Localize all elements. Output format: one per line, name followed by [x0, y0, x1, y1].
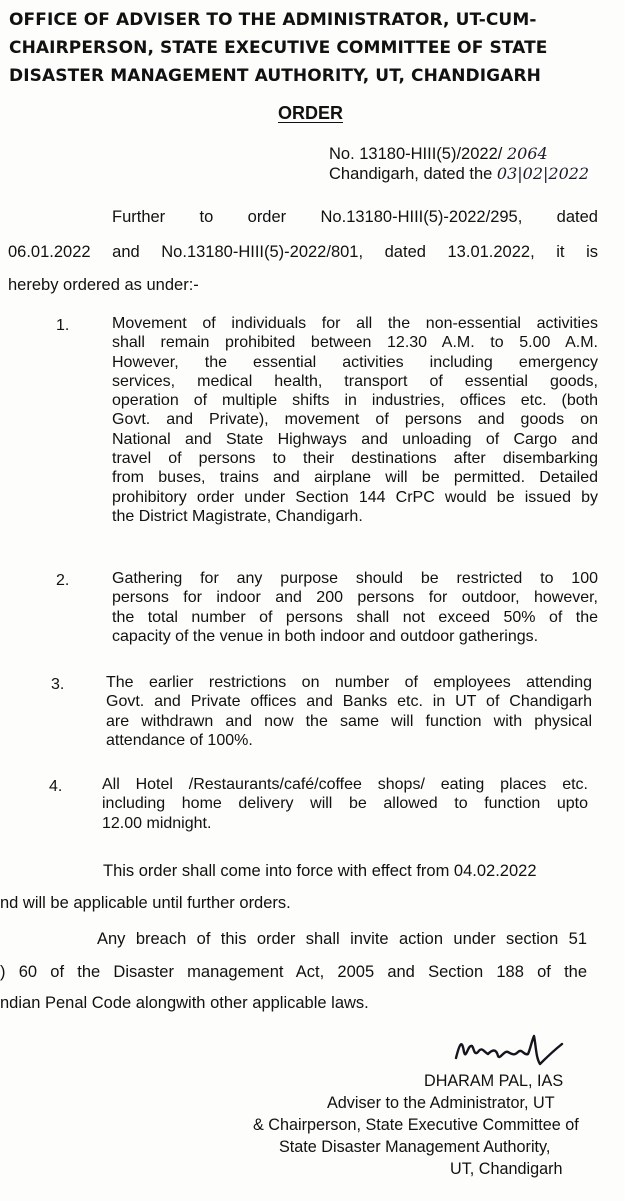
item-line: attendance of 100%. — [106, 731, 253, 749]
closing-p2-line-2: ) 60 of the Disaster management Act, 2005 and Section 188 of the — [0, 963, 587, 981]
header-line-2: CHAIRPERSON, STATE EXECUTIVE COMMITTEE OF STATE — [9, 38, 548, 58]
item-line: prohibitory order under Section 144 CrPC would be issued by — [112, 488, 598, 506]
item-line: The earlier restrictions on number of employees attending — [106, 674, 592, 691]
closing-p2-line-1: Any breach of this order shall invite action under section 51 — [97, 930, 587, 948]
item-line: Govt. and Private), movement of persons and goods on — [112, 411, 598, 429]
item-line: Govt. and Private offices and Banks etc. in UT of Chandigarh — [106, 693, 592, 711]
place-dated: Chandigarh, dated the — [329, 165, 493, 183]
item-line: the District Magistrate, Chandigarh. — [112, 507, 363, 525]
signature-mark — [452, 1030, 572, 1070]
signatory-line: State Disaster Management Authority, — [279, 1138, 551, 1156]
item-line: persons for indoor and 200 persons for outdoor, however, — [112, 589, 598, 607]
order-number-handwritten: 2064 — [506, 144, 548, 163]
item-line: services, medical health, transport of essential goods, — [112, 372, 598, 390]
order-number: No. 13180-HIII(5)/2022/ — [329, 145, 503, 163]
signatory-line: UT, Chandigarh — [450, 1160, 563, 1178]
item-line: operation of multiple shifts in industries, offices etc. (both — [112, 392, 598, 410]
date-handwritten: 03|02|2022 — [496, 164, 590, 183]
item-line: from buses, trains and airplane will be permitted. Detailed — [112, 469, 598, 487]
intro-word: dated — [556, 208, 598, 226]
signatory-line: Adviser to the Administrator, UT — [327, 1094, 555, 1112]
intro-word: Further — [112, 208, 166, 226]
intro-word: No.13180-HIII(5)-2022/295, — [320, 208, 523, 226]
item-number: 3. — [51, 676, 65, 693]
item-line: capacity of the venue in both indoor and outdoor gatherings. — [112, 627, 539, 645]
list-item — [102, 775, 588, 833]
header-line-3: DISASTER MANAGEMENT AUTHORITY, UT, CHANDIGARH — [9, 66, 541, 86]
intro-word: order — [247, 208, 287, 226]
closing-p1-line-1: This order shall come into force with effect from 04.02.2022 — [103, 862, 537, 880]
intro-line-1 — [112, 208, 598, 227]
item-number: 2. — [56, 572, 70, 589]
item-line: shall remain prohibited between 12.30 A.M. to 5.00 A.M. — [112, 334, 598, 352]
item-line: the total number of persons shall not exceed 50% of the — [112, 608, 598, 626]
item-line: Gathering for any purpose should be restricted to 100 — [112, 570, 598, 587]
item-line: Movement of individuals for all the non-essential activities — [112, 315, 598, 332]
signatory-line: & Chairperson, State Executive Committee of — [253, 1116, 579, 1134]
item-line: including home delivery will be allowed to function upto — [102, 795, 588, 813]
list-item — [106, 673, 592, 750]
item-line: 12.00 midnight. — [102, 814, 212, 832]
closing-p1-line-2: nd will be applicable until further orders. — [0, 894, 291, 912]
order-title: ORDER — [278, 103, 344, 123]
place-date-line — [329, 164, 589, 184]
signatory-name: DHARAM PAL, IAS — [424, 1072, 564, 1090]
closing-p2-line-3: ndian Penal Code alongwith other applicable laws. — [0, 994, 369, 1012]
list-item — [112, 569, 598, 646]
item-line: National and State Highways and unloading of Cargo and — [112, 430, 598, 448]
intro-line-3: hereby ordered as under:- — [8, 276, 199, 294]
list-item — [112, 314, 598, 526]
order-number-line — [329, 144, 548, 164]
item-line: travel of persons to their destinations after disembarking — [112, 450, 598, 468]
item-number: 4. — [49, 778, 63, 795]
header-line-1: OFFICE OF ADVISER TO THE ADMINISTRATOR, UT-CUM- — [9, 10, 537, 30]
item-line: are withdrawn and now the same will function with physical — [106, 712, 592, 730]
item-line: All Hotel /Restaurants/café/coffee shops/ eating places etc. — [102, 776, 588, 793]
item-number: 1. — [56, 317, 70, 334]
item-line: However, the essential activities including emergency — [112, 353, 598, 371]
intro-line-2: 06.01.2022 and No.13180-HIII(5)-2022/801, dated 13.01.2022, it is — [8, 243, 598, 261]
intro-word: to — [199, 208, 214, 226]
